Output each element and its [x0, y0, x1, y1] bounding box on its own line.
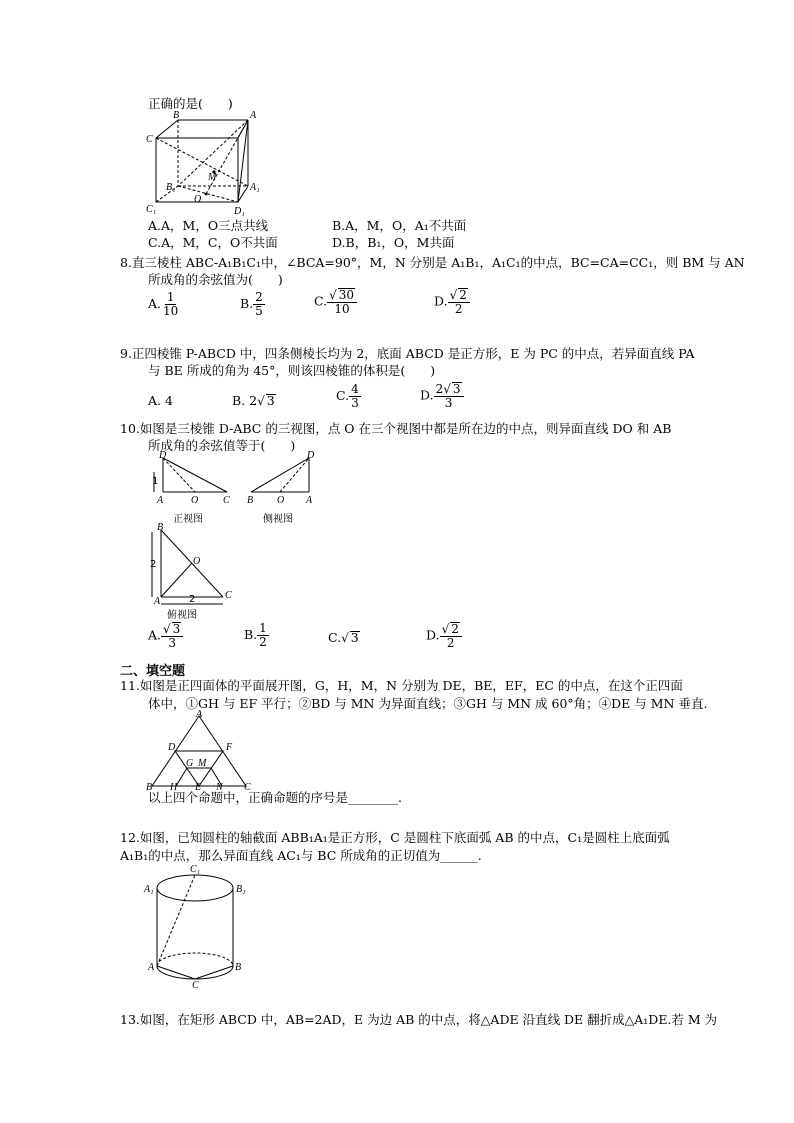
q11-line-2: 体中，①GH 与 EF 平行；②BD 与 MN 为异面直线；③GH 与 MN 成 60°角；④DE 与 MN 垂直.	[148, 696, 708, 711]
q10-line-1: 10.如图是三棱锥 D-ABC 的三视图，点 O 在三个视图中都是所在边的中点，则异面直线 DO 和 AB	[120, 421, 672, 436]
top-dim-2b: 2	[189, 594, 196, 605]
top-view-figure	[145, 522, 245, 622]
cyl-label-b: B	[235, 962, 242, 973]
cube-figure	[140, 110, 270, 220]
top-label-b: B	[157, 522, 164, 533]
cyl-label-c1: C₁	[190, 864, 201, 875]
side-view-figure	[243, 450, 323, 528]
top-label-a: A	[154, 596, 161, 607]
cube-label-d1: D₁	[234, 206, 245, 217]
q7-option-a: A.A，M，O三点共线	[148, 218, 269, 233]
q10-option-a: A. $\frac{√ 3}{3}$	[148, 622, 183, 650]
q9-option-d: D. $\frac{2√ 3}{3}$	[420, 382, 464, 410]
top-label-o: O	[193, 556, 201, 567]
q8-option-a: A. $\frac{1}{10}$	[148, 290, 179, 318]
q12-line-2: A₁B₁的中点，那么异面直线 AC₁与 BC 所成角的正切值为______.	[120, 848, 482, 863]
side-label-b: B	[247, 495, 254, 506]
top-caption: 俯视图	[167, 610, 197, 621]
net-label-e: E	[195, 782, 202, 790]
cube-label-c1: C₁	[146, 204, 157, 215]
q9-line-2: 与 BE 所成的角为 45°，则该四棱锥的体积是( )	[148, 363, 436, 378]
cyl-label-a1: A₁	[144, 884, 154, 895]
q7-option-c: C.A，M，C，O不共面	[148, 235, 278, 250]
q11-line-1: 11.如图是正四面体的平面展开图，G，H，M，N 分别为 DE，BE，EF，EC 的中点，在这个正四面	[120, 678, 683, 693]
front-label-o: O	[191, 495, 199, 506]
side-label-a: A	[306, 495, 313, 506]
cube-label-m: M	[208, 172, 217, 183]
q8-line-1: 8.直三棱柱 ABC-A₁B₁C₁中，∠BCA=90°，M，N 分别是 A₁B₁，A₁C₁的中点，BC=CA=CC₁，则 BM 与 AN	[120, 255, 745, 270]
cyl-label-c: C	[192, 980, 199, 990]
front-dim-1: 1	[152, 476, 159, 487]
cylinder-figure	[142, 860, 252, 990]
net-label-c: C	[244, 782, 251, 790]
top-dim-2a: 2	[150, 559, 157, 570]
net-label-f: F	[226, 742, 233, 753]
q7-option-d: D.B，B₁，O，M共面	[332, 235, 455, 250]
q8-option-c: C. $\frac{√ 30}{10}$	[314, 288, 357, 316]
q10-option-b: B. $\frac{1}{2}$	[244, 621, 267, 649]
cube-label-a1: A₁	[250, 182, 260, 193]
cube-label-b: B	[173, 110, 180, 121]
front-caption: 正视图	[173, 514, 203, 525]
net-label-b: B	[146, 782, 153, 790]
q11-line-3: 以上四个命题中，正确命题的序号是________.	[148, 790, 402, 805]
side-caption: 侧视图	[263, 514, 293, 525]
q13-line-1: 13.如图，在矩形 ABCD 中，AB=2AD，E 为边 AB 的中点，将△ADE 沿直线 DE 翻折成△A₁DE.若 M 为	[120, 1012, 718, 1027]
net-label-g: G	[186, 758, 194, 769]
front-label-d: D	[159, 450, 167, 461]
cube-label-b1: B₁	[166, 182, 176, 193]
q9-option-b: B. 2√ 3	[232, 393, 275, 408]
net-label-h: H	[170, 782, 178, 790]
front-label-a: A	[157, 495, 164, 506]
cube-label-a: A	[250, 110, 257, 121]
net-label-a: A	[196, 710, 203, 720]
front-view-figure	[145, 450, 240, 528]
top-label-c: C	[225, 590, 232, 601]
q7-stem-tail: 正确的是( )	[148, 96, 233, 111]
cyl-label-a: A	[148, 962, 155, 973]
q8-option-b: B. $\frac{2}{5}$	[240, 290, 263, 318]
q10-option-d: D. $\frac{√ 2}{2}$	[426, 622, 462, 650]
q8-option-d: D. $\frac{√ 2}{2}$	[434, 288, 470, 316]
cube-label-o: O	[194, 194, 202, 205]
q7-option-b: B.A，M，O，A₁不共面	[332, 218, 467, 233]
cyl-label-b1: B₁	[236, 884, 246, 895]
net-label-d: D	[168, 742, 176, 753]
side-label-o: O	[277, 495, 285, 506]
tetrahedron-net-figure	[144, 710, 254, 790]
net-label-n: N	[216, 782, 223, 790]
q10-option-c: C.√ 3	[328, 630, 359, 645]
side-label-d: D	[307, 450, 315, 461]
q9-line-1: 9.正四棱锥 P-ABCD 中，四条侧棱长均为 2，底面 ABCD 是正方形，E 为 PC 的中点，若异面直线 PA	[120, 346, 695, 361]
q10-line-2: 所成角的余弦值等于( )	[148, 438, 296, 453]
q12-line-1: 12.如图，已知圆柱的轴截面 ABB₁A₁是正方形，C 是圆柱下底面弧 AB 的中点，C₁是圆柱上底面弧	[120, 830, 670, 845]
cube-label-c: C	[146, 134, 153, 145]
q8-line-2: 所成角的余弦值为( )	[148, 272, 283, 287]
front-label-c: C	[223, 495, 230, 506]
section-title-fill-in: 二、填空题	[120, 664, 186, 679]
q9-option-a: A. 4	[148, 393, 173, 408]
net-label-m: M	[198, 758, 207, 769]
q9-option-c: C. $\frac{4}{3}$	[336, 382, 359, 410]
